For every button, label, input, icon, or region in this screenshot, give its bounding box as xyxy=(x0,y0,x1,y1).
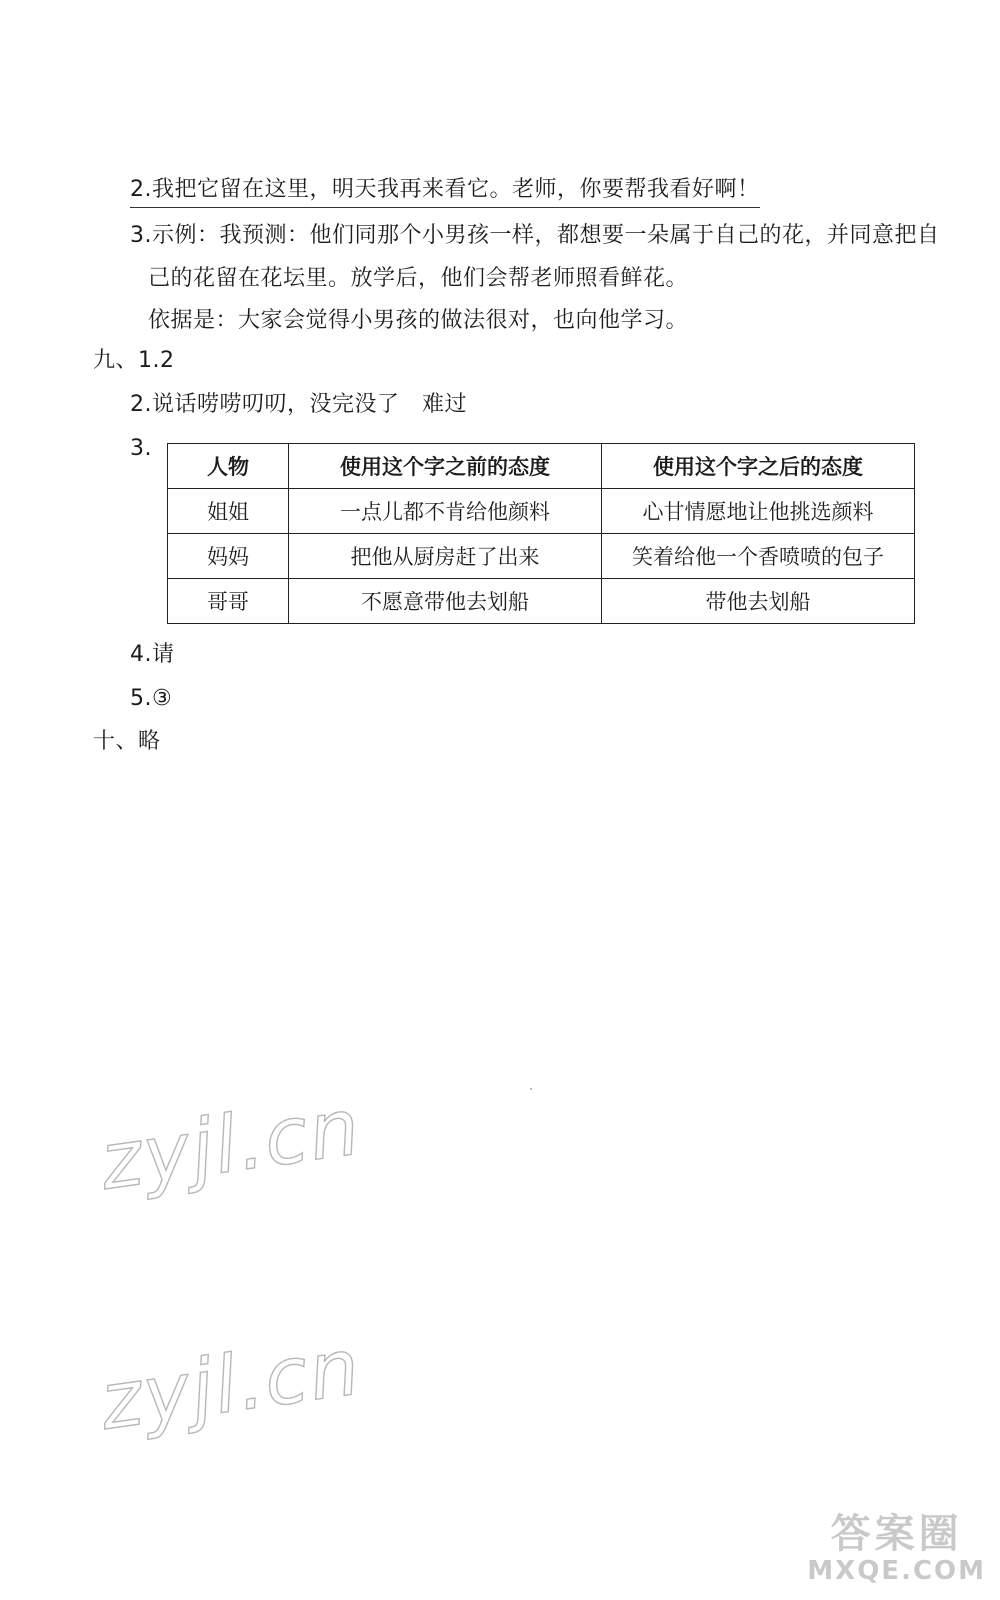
answer-8-3-line2: 己的花留在花坛里。放学后，他们会帮老师照看鲜花。 xyxy=(148,266,689,291)
table-header-row xyxy=(168,444,915,489)
scan-speck xyxy=(530,1088,532,1090)
table-header-cell: 使用这个字之后的态度 xyxy=(602,444,915,489)
table-row xyxy=(168,489,915,534)
table-cell: 把他从厨房赶了出来 xyxy=(289,534,602,579)
answer-8-2: 2.我把它留在这里，明天我再来看它。老师，你要帮我看好啊！ xyxy=(130,175,760,208)
site-logo-name: 答案圈 xyxy=(830,1511,963,1557)
answer-9-4: 4.请 xyxy=(130,642,175,667)
table-row xyxy=(168,534,915,579)
table-cell: 笑着给他一个香喷喷的包子 xyxy=(602,534,915,579)
answer-8-3-line1: 3.示例：我预测：他们同那个小男孩一样，都想要一朵属于自己的花，并同意把自 xyxy=(130,223,940,248)
section-10-heading: 十、略 xyxy=(93,729,161,754)
section-9-heading: 九、1.2 xyxy=(93,348,175,373)
answer-9-2: 2.说话唠唠叨叨，没完没了 难过 xyxy=(130,392,467,417)
watermark-logo: zyjl.cn xyxy=(95,1082,367,1208)
answer-8-3-basis: 依据是：大家会觉得小男孩的做法很对，也向他学习。 xyxy=(148,308,689,333)
table-cell: 妈妈 xyxy=(168,534,289,579)
table-cell: 不愿意带他去划船 xyxy=(289,579,602,624)
attitude-table xyxy=(167,443,915,624)
answer-9-5: 5.③ xyxy=(130,686,173,711)
table-cell: 带他去划船 xyxy=(602,579,915,624)
table-cell: 心甘情愿地让他挑选颜料 xyxy=(602,489,915,534)
site-logo xyxy=(807,1512,986,1586)
table-header-cell: 使用这个字之前的态度 xyxy=(289,444,602,489)
table-header-cell: 人物 xyxy=(168,444,289,489)
table-cell: 一点儿都不肯给他颜料 xyxy=(289,489,602,534)
table-cell: 哥哥 xyxy=(168,579,289,624)
site-logo-domain: MXQE.COM xyxy=(807,1556,986,1586)
answer-9-3-label: 3. xyxy=(130,436,152,461)
watermark-logo: zyjl.cn xyxy=(95,1322,367,1448)
table-row xyxy=(168,579,915,624)
table-cell: 姐姐 xyxy=(168,489,289,534)
